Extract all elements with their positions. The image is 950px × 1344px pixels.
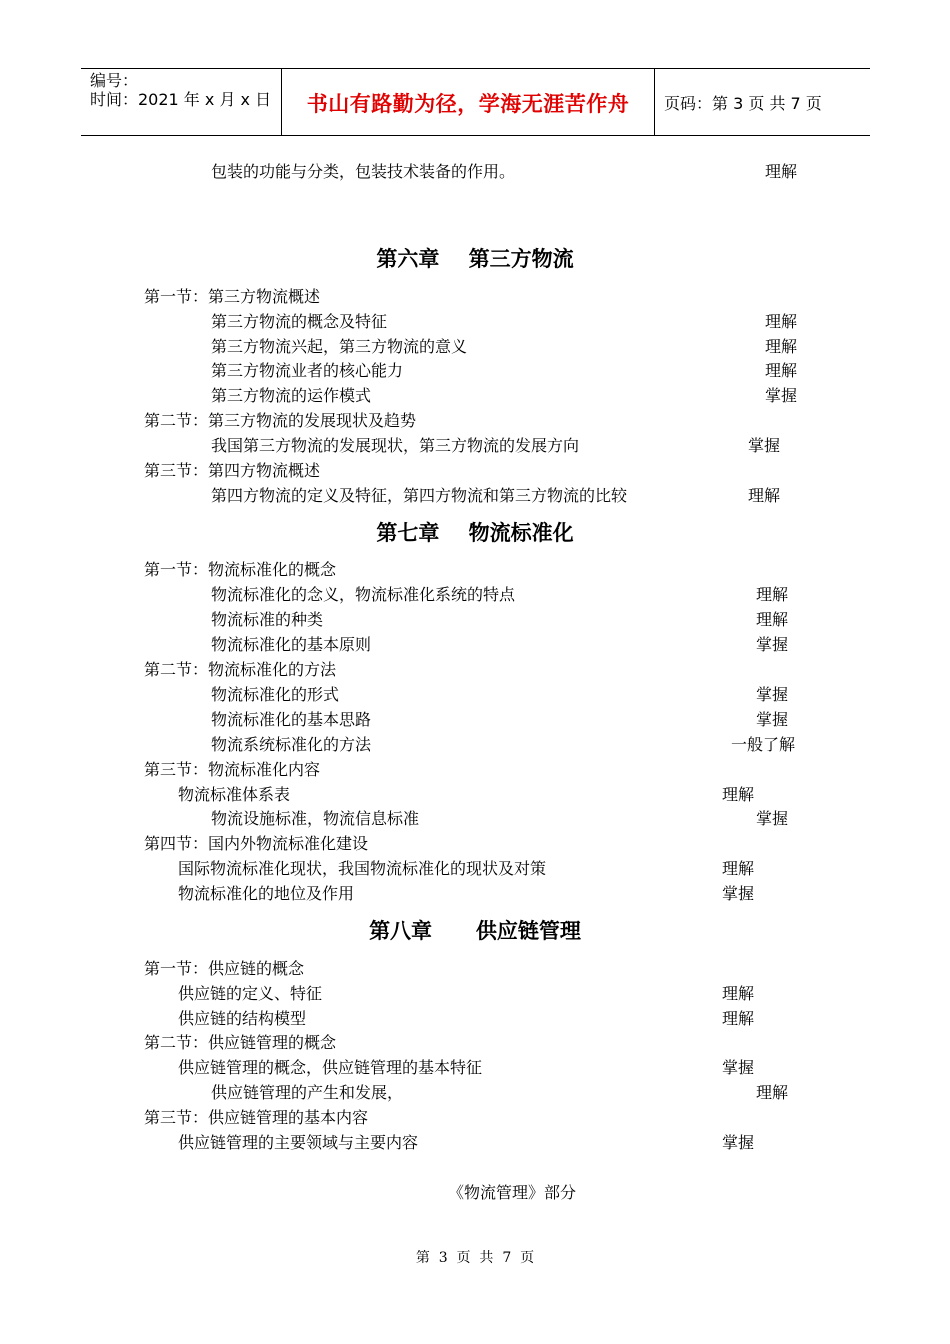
page-label: 页码：第 3 页 共 7 页	[664, 94, 822, 113]
section-heading: 第一节：第三方物流概述	[144, 287, 321, 306]
section-heading: 第三节：第四方物流概述	[144, 461, 321, 480]
line-level: 理解	[748, 486, 781, 505]
line-level: 掌握	[756, 685, 789, 704]
header-divider-right	[654, 68, 655, 135]
line-text: 物流标准化的念义，物流标准化系统的特点	[211, 585, 516, 604]
line-text: 供应链的结构模型	[178, 1009, 307, 1028]
line-text: 供应链管理的主要领域与主要内容	[178, 1133, 419, 1152]
line-text: 国际物流标准化现状，我国物流标准化的现状及对策	[178, 859, 547, 878]
time-label: 时间：2021 年 x 月 x 日	[90, 90, 272, 109]
line-text: 物流标准化的形式	[211, 685, 340, 704]
line-text: 第四方物流的定义及特征，第四方物流和第三方物流的比较	[211, 486, 628, 505]
code-label: 编号：	[90, 71, 139, 90]
line-text: 供应链管理的产生和发展，	[211, 1083, 404, 1102]
chapter-title: 第八章 供应链管理	[369, 919, 581, 943]
line-level: 理解	[765, 361, 798, 380]
line-text: 物流标准体系表	[178, 785, 291, 804]
line-text: 供应链的定义、特征	[178, 984, 323, 1003]
line-level: 掌握	[765, 386, 798, 405]
line-level: 掌握	[756, 710, 789, 729]
section-heading: 第三节：供应链管理的基本内容	[144, 1108, 369, 1127]
line-level: 一般了解	[731, 735, 796, 754]
closing-title: 《物流管理》部分	[447, 1183, 576, 1202]
line-level: 理解	[765, 337, 798, 356]
line-level: 理解	[765, 312, 798, 331]
section-heading: 第一节：物流标准化的概念	[144, 560, 337, 579]
line-text: 第三方物流兴起，第三方物流的意义	[211, 337, 468, 356]
line-level: 理解	[722, 859, 755, 878]
header-bottom-rule	[81, 135, 870, 136]
section-heading: 第一节：供应链的概念	[144, 959, 305, 978]
line-level: 理解	[722, 785, 755, 804]
section-heading: 第三节：物流标准化内容	[144, 760, 321, 779]
line-level: 理解	[756, 1083, 789, 1102]
line-level: 理解	[756, 585, 789, 604]
line-text: 第三方物流的运作模式	[211, 386, 372, 405]
line-text: 包装的功能与分类，包装技术装备的作用。	[211, 162, 516, 181]
line-text: 物流设施标准，物流信息标准	[211, 809, 420, 828]
line-level: 掌握	[748, 436, 781, 455]
line-level: 掌握	[756, 635, 789, 654]
motto: 书山有路勤为径，学海无涯苦作舟	[306, 92, 630, 116]
page-footer: 第 3 页 共 7 页	[415, 1250, 535, 1266]
line-text: 物流标准化的地位及作用	[178, 884, 355, 903]
line-level: 理解	[722, 984, 755, 1003]
section-heading: 第四节：国内外物流标准化建设	[144, 834, 369, 853]
line-text: 物流标准化的基本思路	[211, 710, 372, 729]
section-heading: 第二节：供应链管理的概念	[144, 1033, 337, 1052]
line-text: 第三方物流的概念及特征	[211, 312, 388, 331]
line-level: 掌握	[722, 884, 755, 903]
chapter-title: 第七章 物流标准化	[376, 521, 574, 545]
line-text: 物流系统标准化的方法	[211, 735, 372, 754]
line-text: 第三方物流业者的核心能力	[211, 361, 404, 380]
header-top-rule	[81, 68, 870, 69]
section-heading: 第二节：第三方物流的发展现状及趋势	[144, 411, 417, 430]
section-heading: 第二节：物流标准化的方法	[144, 660, 337, 679]
chapter-title: 第六章 第三方物流	[376, 247, 574, 271]
line-text: 我国第三方物流的发展现状，第三方物流的发展方向	[211, 436, 580, 455]
line-level: 理解	[722, 1009, 755, 1028]
line-level: 掌握	[756, 809, 789, 828]
line-level: 掌握	[722, 1133, 755, 1152]
line-text: 物流标准化的基本原则	[211, 635, 372, 654]
line-text: 供应链管理的概念，供应链管理的基本特征	[178, 1058, 483, 1077]
line-text: 物流标准的种类	[211, 610, 324, 629]
line-level: 理解	[765, 162, 798, 181]
line-level: 掌握	[722, 1058, 755, 1077]
line-level: 理解	[756, 610, 789, 629]
